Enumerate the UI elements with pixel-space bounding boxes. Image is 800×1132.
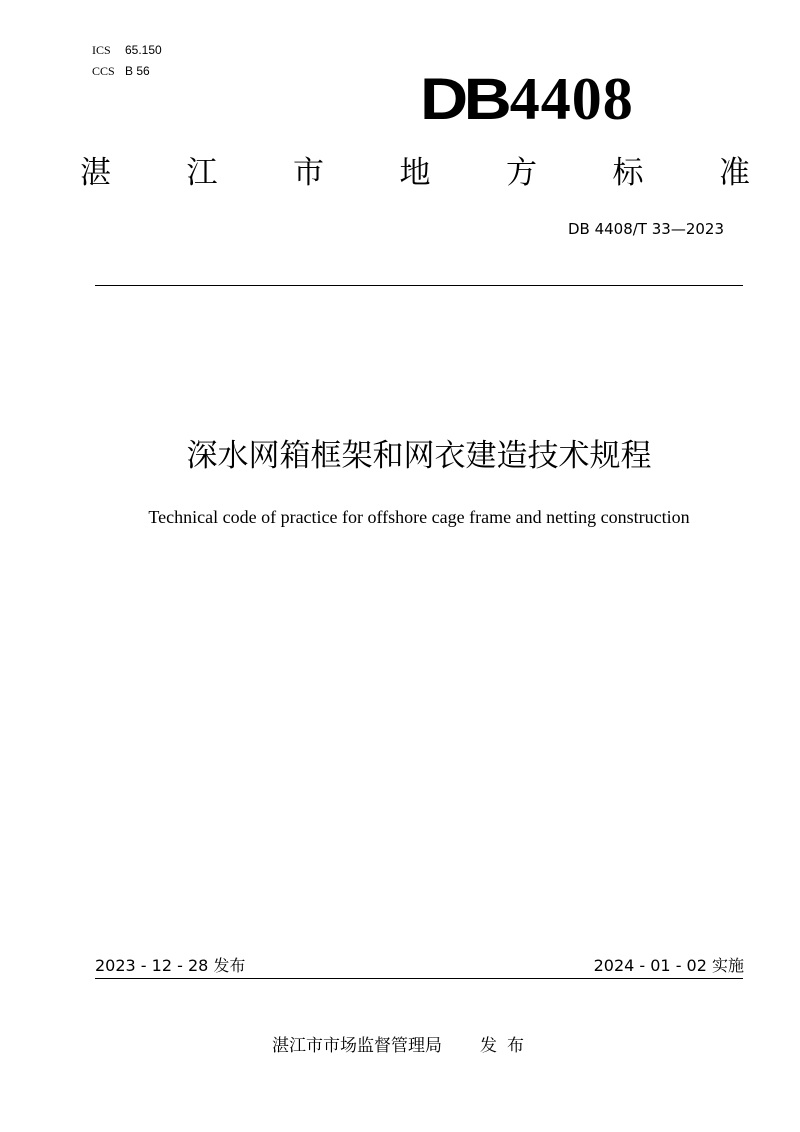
db-logo [420,68,634,130]
top-divider [95,285,743,286]
standard-type-char: 湛 [80,155,111,191]
implement-date: 2024 - 01 - 02 实施 [593,956,744,975]
standard-type-char: 市 [293,155,324,191]
ics-label: ICS [92,43,111,57]
bottom-divider [95,978,743,979]
ccs-value: B 56 [125,64,150,78]
document-title-english: Technical code of practice for offshore cage frame and netting construction [148,507,690,527]
standard-number: DB 4408/T 33—2023 [567,220,724,238]
ccs-label: CCS [92,64,115,78]
standard-type-char: 江 [186,155,218,191]
ics-row [92,40,162,61]
db-logo-number: 4408 [509,66,634,132]
standard-type [80,150,750,196]
standard-type-char: 标 [612,155,644,191]
issuer-action: 发布 [480,1036,534,1056]
classification-codes [92,40,162,82]
publish-date: 2023 - 12 - 28 发布 [95,956,246,975]
issuer [272,1034,534,1058]
db-logo-mark: DB [420,67,508,132]
standard-type-char: 方 [506,155,537,191]
standard-type-char: 准 [719,155,750,191]
standard-type-char: 地 [399,155,431,191]
document-title-chinese: 深水网箱框架和网衣建造技术规程 [186,438,652,474]
ccs-row [92,61,162,82]
ics-value: 65.150 [125,43,162,57]
issuer-organization: 湛江市市场监督管理局 [272,1036,442,1056]
